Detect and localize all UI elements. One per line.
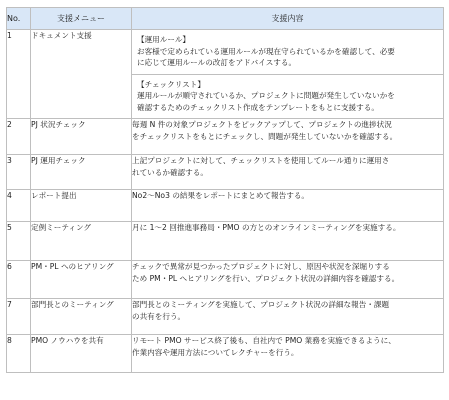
- table-row: [7, 119, 444, 155]
- row-no: 2: [7, 119, 31, 155]
- row-menu: PJ 状況チェック: [31, 119, 132, 155]
- row-content: [132, 155, 444, 190]
- row-no: 1: [7, 30, 31, 119]
- row-content: [132, 119, 444, 155]
- content-line: 運用ルールが順守されているか、プロジェクトに問題が発生していないかを: [137, 91, 395, 100]
- content-line: 毎週 N 件の対象プロジェクトをピックアップして、プロジェクトの進捗状況: [132, 120, 392, 129]
- row-no: 5: [7, 222, 31, 261]
- content-line: に応じて運用ルールの改訂をアドバイスする。: [137, 58, 297, 67]
- content-line: No2～No3 の結果をレポートにまとめて報告する。: [132, 191, 310, 200]
- content-line: をチェックリストをもとにチェックし、問題が発生していないかを確認する。: [132, 131, 398, 141]
- row-no: 6: [7, 261, 31, 299]
- content-line: お客様で定められている運用ルールが現在守られているかを確認して、必要: [137, 46, 395, 56]
- row-no: 4: [7, 190, 31, 222]
- table-row: [7, 299, 444, 335]
- row-menu: 部門長とのミーティング: [31, 299, 132, 335]
- table-row: [7, 30, 444, 119]
- header-content: 支援内容: [132, 8, 444, 30]
- row-content: [132, 261, 444, 299]
- content-line: チェックで異常が見つかったプロジェクトに対し、原因や状況を深堀りする: [132, 262, 390, 271]
- block-title: 【運用ルール】: [137, 35, 191, 44]
- content-block-checklist: [132, 74, 443, 119]
- block-title: 【チェックリスト】: [137, 79, 205, 89]
- table-row: [7, 261, 444, 299]
- content-line: リモート PMO サービス終了後も、自社内で PMO 業務を実施できるように、: [132, 336, 396, 345]
- row-content: [132, 30, 444, 119]
- row-menu: PM・PL へのヒアリング: [31, 261, 132, 299]
- table-row: [7, 190, 444, 222]
- header-menu: 支援メニュー: [31, 8, 132, 30]
- table-row: [7, 155, 444, 190]
- content-line: 確認するためのチェックリスト作成をテンプレートをもとに支援する。: [137, 102, 379, 112]
- content-line: ため PM・PL へヒアリングを行い、プロジェクト状況の詳細内容を確認する。: [132, 273, 400, 283]
- content-line: 作業内容や運用方法についてレクチャーを行う。: [132, 347, 299, 357]
- content-block-operation-rules: [132, 30, 443, 74]
- table-row: [7, 335, 444, 373]
- support-table-container: [6, 7, 443, 373]
- content-line: 部門長とのミーティングを実施して、プロジェクト状況の詳細な報告・課題: [132, 300, 390, 309]
- row-menu: 定例ミーティング: [31, 222, 132, 261]
- content-line: の共有を行う。: [132, 311, 186, 321]
- content-line: 上記プロジェクトに対して、チェックリストを使用してルール通りに運用さ: [132, 156, 390, 165]
- content-line: れているか確認する。: [132, 167, 208, 177]
- row-menu: レポート提出: [31, 190, 132, 222]
- row-content: [132, 335, 444, 373]
- table-row: [7, 222, 444, 261]
- row-no: 7: [7, 299, 31, 335]
- table-header: [7, 8, 444, 30]
- row-menu: PJ 運用チェック: [31, 155, 132, 190]
- content-line: 月に 1～2 回推進事務局・PMO の方とのオンラインミーティングを実施する。: [132, 223, 401, 232]
- row-content: [132, 299, 444, 335]
- row-content: [132, 190, 444, 222]
- row-no: 8: [7, 335, 31, 373]
- row-menu: ドキュメント支援: [31, 30, 132, 119]
- support-menu-table: [6, 7, 444, 373]
- row-no: 3: [7, 155, 31, 190]
- header-no: No.: [7, 8, 31, 30]
- row-menu: PMO ノウハウを共有: [31, 335, 132, 373]
- row-content: [132, 222, 444, 261]
